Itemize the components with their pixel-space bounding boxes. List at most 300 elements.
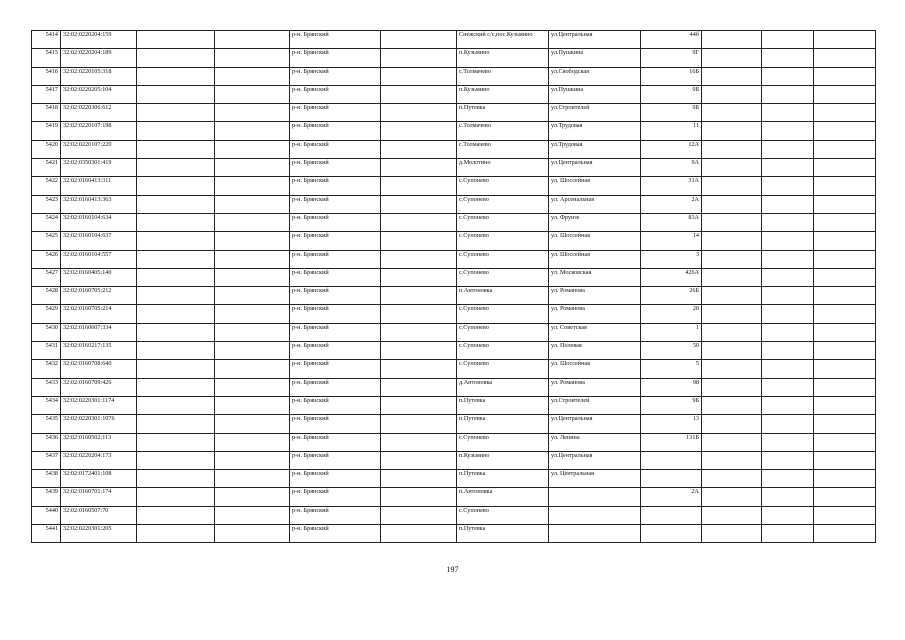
empty-cell (762, 396, 814, 414)
street-cell: ул.Строителей (549, 104, 641, 122)
locality-cell: с.Супонево (457, 177, 549, 195)
district-cell: р-н. Брянский (290, 67, 381, 85)
empty-cell (215, 232, 290, 250)
house-number-cell: 131Б (641, 433, 702, 451)
empty-cell (381, 415, 457, 433)
empty-cell (381, 104, 457, 122)
empty-cell (814, 488, 876, 506)
house-number-cell: 9А (641, 159, 702, 177)
empty-cell (702, 67, 762, 85)
empty-cell (381, 31, 457, 49)
district-cell: р-н. Брянский (290, 250, 381, 268)
empty-cell (814, 195, 876, 213)
row-number-cell: 5439 (32, 488, 61, 506)
district-cell: р-н. Брянский (290, 323, 381, 341)
street-cell: ул.Центральная (549, 415, 641, 433)
empty-cell (215, 159, 290, 177)
district-cell: р-н. Брянский (290, 268, 381, 286)
table-row (32, 31, 876, 49)
empty-cell (814, 287, 876, 305)
row-number-cell: 5436 (32, 433, 61, 451)
locality-cell: с.Супонево (457, 213, 549, 231)
empty-cell (137, 415, 215, 433)
empty-cell (762, 342, 814, 360)
empty-cell (215, 396, 290, 414)
table-row (32, 451, 876, 469)
empty-cell (762, 287, 814, 305)
cadastral-number-cell: 32:02:0220204:189 (61, 49, 137, 67)
empty-cell (381, 287, 457, 305)
table-row (32, 488, 876, 506)
empty-cell (814, 31, 876, 49)
house-number-cell (641, 506, 702, 524)
table-row (32, 525, 876, 543)
table-row (32, 360, 876, 378)
empty-cell (762, 525, 814, 543)
empty-cell (215, 140, 290, 158)
empty-cell (381, 305, 457, 323)
house-number-cell: 12А (641, 140, 702, 158)
locality-cell: п.Путевка (457, 525, 549, 543)
row-number-cell: 5440 (32, 506, 61, 524)
empty-cell (762, 323, 814, 341)
district-cell: р-н. Брянский (290, 49, 381, 67)
table-row (32, 250, 876, 268)
empty-cell (702, 268, 762, 286)
district-cell: р-н. Брянский (290, 433, 381, 451)
empty-cell (702, 415, 762, 433)
empty-cell (137, 122, 215, 140)
district-cell: р-н. Брянский (290, 159, 381, 177)
empty-cell (137, 378, 215, 396)
locality-cell: п.Путевка (457, 104, 549, 122)
empty-cell (814, 415, 876, 433)
empty-cell (702, 305, 762, 323)
empty-cell (814, 268, 876, 286)
district-cell: р-н. Брянский (290, 451, 381, 469)
row-number-cell: 5441 (32, 525, 61, 543)
empty-cell (702, 323, 762, 341)
district-cell: р-н. Брянский (290, 488, 381, 506)
cadastral-number-cell: 32:02:0160507:70 (61, 506, 137, 524)
empty-cell (137, 177, 215, 195)
cadastral-number-cell: 32:02:0220306:612 (61, 104, 137, 122)
table-row (32, 104, 876, 122)
street-cell: ул. Шоссейная (549, 250, 641, 268)
empty-cell (762, 488, 814, 506)
empty-cell (814, 323, 876, 341)
empty-cell (381, 323, 457, 341)
house-number-cell: 50 (641, 342, 702, 360)
locality-cell: с.Супонево (457, 250, 549, 268)
street-cell (549, 525, 641, 543)
table-row (32, 122, 876, 140)
district-cell: р-н. Брянский (290, 342, 381, 360)
row-number-cell: 5427 (32, 268, 61, 286)
row-number-cell: 5438 (32, 470, 61, 488)
empty-cell (381, 342, 457, 360)
empty-cell (702, 342, 762, 360)
empty-cell (215, 470, 290, 488)
row-number-cell: 5425 (32, 232, 61, 250)
district-cell: р-н. Брянский (290, 360, 381, 378)
row-number-cell: 5431 (32, 342, 61, 360)
cadastral-number-cell: 32:02:0220204:159 (61, 31, 137, 49)
cadastral-number-cell: 32:02:0160104:634 (61, 213, 137, 231)
empty-cell (215, 67, 290, 85)
row-number-cell: 5415 (32, 49, 61, 67)
house-number-cell (641, 470, 702, 488)
cadastral-number-cell: 32:02:0160607:334 (61, 323, 137, 341)
empty-cell (215, 433, 290, 451)
empty-cell (137, 451, 215, 469)
locality-cell: с.Супонево (457, 506, 549, 524)
empty-cell (762, 49, 814, 67)
empty-cell (762, 250, 814, 268)
table-row (32, 268, 876, 286)
table-row (32, 232, 876, 250)
house-number-cell: 26Б (641, 287, 702, 305)
table-row (32, 396, 876, 414)
locality-cell: п.Кузьмино (457, 451, 549, 469)
house-number-cell: 98 (641, 378, 702, 396)
locality-cell: с.Толмачево (457, 67, 549, 85)
empty-cell (762, 470, 814, 488)
empty-cell (381, 122, 457, 140)
locality-cell: п.Антоновка (457, 287, 549, 305)
table-row (32, 213, 876, 231)
empty-cell (702, 122, 762, 140)
house-number-cell: 9Б (641, 104, 702, 122)
house-number-cell: 16Б (641, 67, 702, 85)
locality-cell: с.Супонево (457, 268, 549, 286)
district-cell: р-н. Брянский (290, 140, 381, 158)
district-cell: р-н. Брянский (290, 122, 381, 140)
empty-cell (702, 232, 762, 250)
empty-cell (762, 122, 814, 140)
row-number-cell: 5435 (32, 415, 61, 433)
house-number-cell (641, 451, 702, 469)
locality-cell: д.Молотино (457, 159, 549, 177)
empty-cell (215, 177, 290, 195)
house-number-cell: 11 (641, 122, 702, 140)
empty-cell (702, 433, 762, 451)
empty-cell (762, 268, 814, 286)
empty-cell (702, 159, 762, 177)
table-row (32, 305, 876, 323)
empty-cell (381, 159, 457, 177)
street-cell (549, 506, 641, 524)
empty-cell (702, 195, 762, 213)
empty-cell (381, 396, 457, 414)
cadastral-number-cell: 32:02:0220105:318 (61, 67, 137, 85)
empty-cell (215, 378, 290, 396)
locality-cell: п.Антоновка (457, 488, 549, 506)
empty-cell (381, 49, 457, 67)
empty-cell (702, 378, 762, 396)
row-number-cell: 5422 (32, 177, 61, 195)
district-cell: р-н. Брянский (290, 177, 381, 195)
empty-cell (702, 360, 762, 378)
empty-cell (381, 506, 457, 524)
empty-cell (814, 506, 876, 524)
locality-cell: п.Путевка (457, 396, 549, 414)
empty-cell (762, 433, 814, 451)
empty-cell (215, 49, 290, 67)
empty-cell (702, 470, 762, 488)
cadastral-number-cell: 32:02:0220107:198 (61, 122, 137, 140)
page-number: 197 (446, 565, 459, 574)
table-row (32, 140, 876, 158)
empty-cell (381, 195, 457, 213)
empty-cell (381, 433, 457, 451)
locality-cell: п.Кузьмино (457, 85, 549, 103)
street-cell: ул. Полевая (549, 342, 641, 360)
empty-cell (702, 213, 762, 231)
empty-cell (381, 213, 457, 231)
empty-cell (814, 250, 876, 268)
row-number-cell: 5433 (32, 378, 61, 396)
row-number-cell: 5426 (32, 250, 61, 268)
street-cell: ул. Романова (549, 287, 641, 305)
cadastral-number-cell: 32:02:0160709:426 (61, 378, 137, 396)
row-number-cell: 5424 (32, 213, 61, 231)
empty-cell (137, 305, 215, 323)
empty-cell (137, 506, 215, 524)
empty-cell (381, 525, 457, 543)
empty-cell (215, 323, 290, 341)
empty-cell (814, 177, 876, 195)
house-number-cell: 2А (641, 488, 702, 506)
locality-cell: с.Толмачево (457, 140, 549, 158)
cadastral-number-cell: 32:02:0160104:557 (61, 250, 137, 268)
district-cell: р-н. Брянский (290, 305, 381, 323)
house-number-cell: 1 (641, 323, 702, 341)
street-cell: ул. Романова (549, 378, 641, 396)
house-number-cell: 2А (641, 195, 702, 213)
street-cell: ул. Московская (549, 268, 641, 286)
empty-cell (215, 268, 290, 286)
empty-cell (702, 488, 762, 506)
street-cell: ул. Фрунзе (549, 213, 641, 231)
street-cell: ул.Пушкина (549, 49, 641, 67)
table-body (32, 31, 876, 543)
row-number-cell: 5432 (32, 360, 61, 378)
empty-cell (137, 232, 215, 250)
house-number-cell: 426А (641, 268, 702, 286)
table-row (32, 49, 876, 67)
empty-cell (814, 378, 876, 396)
empty-cell (814, 140, 876, 158)
empty-cell (381, 360, 457, 378)
empty-cell (702, 287, 762, 305)
empty-cell (137, 396, 215, 414)
locality-cell: с.Супонево (457, 305, 549, 323)
empty-cell (381, 177, 457, 195)
empty-cell (215, 360, 290, 378)
locality-cell: д.Антоновка (457, 378, 549, 396)
empty-cell (762, 67, 814, 85)
empty-cell (762, 213, 814, 231)
empty-cell (762, 378, 814, 396)
empty-cell (137, 268, 215, 286)
empty-cell (702, 49, 762, 67)
locality-cell: с.Супонево (457, 323, 549, 341)
street-cell: ул.Центральная (549, 451, 641, 469)
empty-cell (702, 104, 762, 122)
empty-cell (814, 67, 876, 85)
empty-cell (215, 525, 290, 543)
row-number-cell: 5419 (32, 122, 61, 140)
district-cell: р-н. Брянский (290, 31, 381, 49)
district-cell: р-н. Брянский (290, 85, 381, 103)
empty-cell (702, 31, 762, 49)
empty-cell (814, 122, 876, 140)
empty-cell (381, 250, 457, 268)
district-cell: р-н. Брянский (290, 470, 381, 488)
row-number-cell: 5416 (32, 67, 61, 85)
row-number-cell: 5414 (32, 31, 61, 49)
empty-cell (381, 232, 457, 250)
empty-cell (215, 451, 290, 469)
cadastral-number-cell: 32:02:0160701:174 (61, 488, 137, 506)
empty-cell (137, 140, 215, 158)
empty-cell (215, 342, 290, 360)
empty-cell (762, 140, 814, 158)
cadastral-number-cell: 32:02:0160705:212 (61, 287, 137, 305)
empty-cell (381, 85, 457, 103)
empty-cell (137, 250, 215, 268)
empty-cell (381, 451, 457, 469)
street-cell: ул. Советская (549, 323, 641, 341)
house-number-cell: 14 (641, 232, 702, 250)
empty-cell (215, 287, 290, 305)
locality-cell: с.Супонево (457, 342, 549, 360)
street-cell: ул.Свободская (549, 67, 641, 85)
empty-cell (137, 31, 215, 49)
locality-cell: с.Супонево (457, 195, 549, 213)
empty-cell (762, 232, 814, 250)
row-number-cell: 5421 (32, 159, 61, 177)
empty-cell (814, 213, 876, 231)
district-cell: р-н. Брянский (290, 104, 381, 122)
house-number-cell: 83А (641, 213, 702, 231)
street-cell: ул. Ленина (549, 433, 641, 451)
table-row (32, 287, 876, 305)
empty-cell (814, 85, 876, 103)
empty-cell (814, 232, 876, 250)
row-number-cell: 5418 (32, 104, 61, 122)
street-cell: ул. Романова (549, 305, 641, 323)
house-number-cell (641, 525, 702, 543)
empty-cell (137, 195, 215, 213)
cadastral-number-cell: 32:02:0220205:104 (61, 85, 137, 103)
row-number-cell: 5420 (32, 140, 61, 158)
table-row (32, 195, 876, 213)
empty-cell (215, 488, 290, 506)
locality-cell: с.Супонево (457, 232, 549, 250)
empty-cell (381, 67, 457, 85)
empty-cell (381, 268, 457, 286)
table-row (32, 470, 876, 488)
empty-cell (702, 250, 762, 268)
cadastral-number-cell: 32:02:0220301:1076 (61, 415, 137, 433)
house-number-cell: 13 (641, 415, 702, 433)
street-cell: ул.Центральная (549, 31, 641, 49)
empty-cell (381, 470, 457, 488)
table-row (32, 323, 876, 341)
locality-cell: п.Кузьмино (457, 49, 549, 67)
cadastral-number-cell: 32:02:0220204:173 (61, 451, 137, 469)
district-cell: р-н. Брянский (290, 415, 381, 433)
empty-cell (762, 85, 814, 103)
empty-cell (137, 470, 215, 488)
empty-cell (814, 49, 876, 67)
street-cell: ул.Строителей (549, 396, 641, 414)
empty-cell (381, 140, 457, 158)
locality-cell: п.Путевка (457, 470, 549, 488)
district-cell: р-н. Брянский (290, 378, 381, 396)
empty-cell (762, 360, 814, 378)
locality-cell: Снежский с/с,пос.Кузьмино (457, 31, 549, 49)
house-number-cell: 28 (641, 305, 702, 323)
empty-cell (762, 506, 814, 524)
empty-cell (137, 159, 215, 177)
cadastral-number-cell: 32:02:0160413:363 (61, 195, 137, 213)
cadastral-number-cell: 32:02:0160708:640 (61, 360, 137, 378)
house-number-cell: 31А (641, 177, 702, 195)
empty-cell (215, 250, 290, 268)
table-row (32, 159, 876, 177)
empty-cell (814, 342, 876, 360)
row-number-cell: 5437 (32, 451, 61, 469)
row-number-cell: 5417 (32, 85, 61, 103)
empty-cell (762, 305, 814, 323)
empty-cell (137, 104, 215, 122)
empty-cell (702, 140, 762, 158)
district-cell: р-н. Брянский (290, 396, 381, 414)
empty-cell (762, 31, 814, 49)
empty-cell (762, 195, 814, 213)
district-cell: р-н. Брянский (290, 232, 381, 250)
row-number-cell: 5430 (32, 323, 61, 341)
empty-cell (762, 104, 814, 122)
empty-cell (814, 470, 876, 488)
table-row (32, 378, 876, 396)
empty-cell (215, 415, 290, 433)
house-number-cell: 5 (641, 360, 702, 378)
house-number-cell: 3 (641, 250, 702, 268)
empty-cell (814, 360, 876, 378)
cadastral-number-cell: 32:02:0160104:637 (61, 232, 137, 250)
street-cell (549, 488, 641, 506)
empty-cell (702, 506, 762, 524)
locality-cell: с.Супонево (457, 433, 549, 451)
table-row (32, 506, 876, 524)
empty-cell (814, 305, 876, 323)
house-number-cell: 9Г (641, 49, 702, 67)
district-cell: р-н. Брянский (290, 506, 381, 524)
empty-cell (702, 396, 762, 414)
cadastral-number-cell: 32:02:0220107:220 (61, 140, 137, 158)
empty-cell (702, 451, 762, 469)
empty-cell (137, 525, 215, 543)
street-cell: ул.Пушкина (549, 85, 641, 103)
cadastral-number-cell: 32:02:0160413:311 (61, 177, 137, 195)
empty-cell (814, 451, 876, 469)
house-number-cell: 9Б (641, 396, 702, 414)
street-cell: ул. Шоссейная (549, 232, 641, 250)
